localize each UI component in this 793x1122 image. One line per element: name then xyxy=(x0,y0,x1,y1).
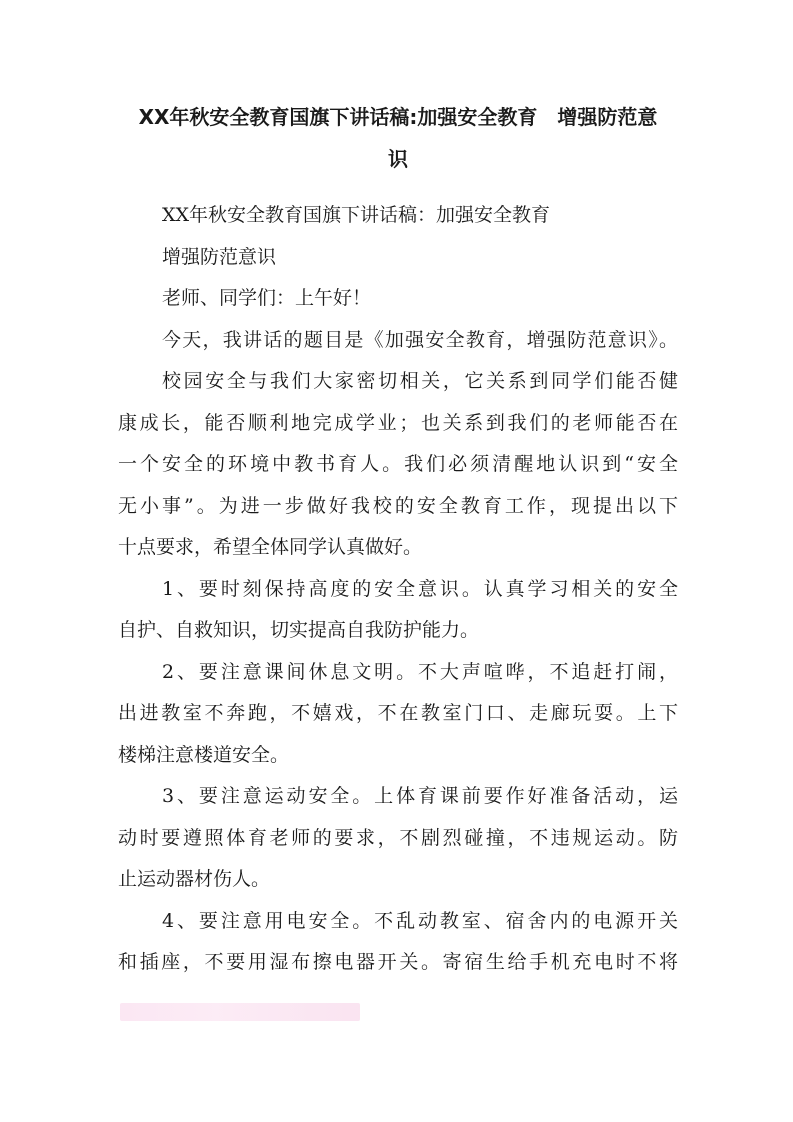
text-line: 4、要注意用电安全。不乱动教室、宿舍内的电源开关 xyxy=(162,909,678,932)
text-line: 增强防范意识 xyxy=(162,245,277,268)
text-line: 康成长，能否顺利地完成学业；也关系到我们的老师能否在 xyxy=(118,411,678,434)
text-line: 动时要遵照体育老师的要求，不剧烈碰撞，不违规运动。防 xyxy=(118,826,678,849)
watermark-stamp xyxy=(120,1003,360,1021)
text-line: XX年秋安全教育国旗下讲话稿：加强安全教育 xyxy=(162,204,551,226)
text-line: 一个安全的环境中教书育人。我们必须清醒地认识到“安全 xyxy=(118,453,678,475)
text-line: 无小事”。为进一步做好我校的安全教育工作，现提出以下 xyxy=(118,494,678,517)
text-line: 2、要注意课间休息文明。不大声喧哗，不追赶打闹， xyxy=(162,660,678,683)
text-line: 楼梯注意楼道安全。 xyxy=(118,743,290,766)
text-line: 和插座，不要用湿布擦电器开关。寄宿生给手机充电时不将 xyxy=(118,951,678,973)
title-line-2: 识 xyxy=(388,147,408,171)
text-line: 出进教室不奔跑，不嬉戏，不在教室门口、走廊玩耍。上下 xyxy=(118,702,678,724)
document-title xyxy=(118,96,678,180)
text-line: 今天，我讲话的题目是《加强安全教育，增强防范意识》。 xyxy=(162,328,678,351)
text-line: 1、要时刻保持高度的安全意识。认真学习相关的安全 xyxy=(162,577,678,600)
title-line-1: XX年秋安全教育国旗下讲话稿:加强安全教育 增强防范意 xyxy=(138,105,658,129)
text-line: 十点要求，希望全体同学认真做好。 xyxy=(118,536,423,558)
text-line: 校园安全与我们大家密切相关，它关系到同学们能否健 xyxy=(162,370,678,392)
text-line: 止运动器材伤人。 xyxy=(118,868,271,890)
document-body xyxy=(118,195,678,984)
text-line: 3、要注意运动安全。上体育课前要作好准备活动，运 xyxy=(162,785,678,807)
text-line: 自护、自救知识，切实提高自我防护能力。 xyxy=(118,619,480,641)
text-line: 老师、同学们：上午好！ xyxy=(162,287,372,309)
